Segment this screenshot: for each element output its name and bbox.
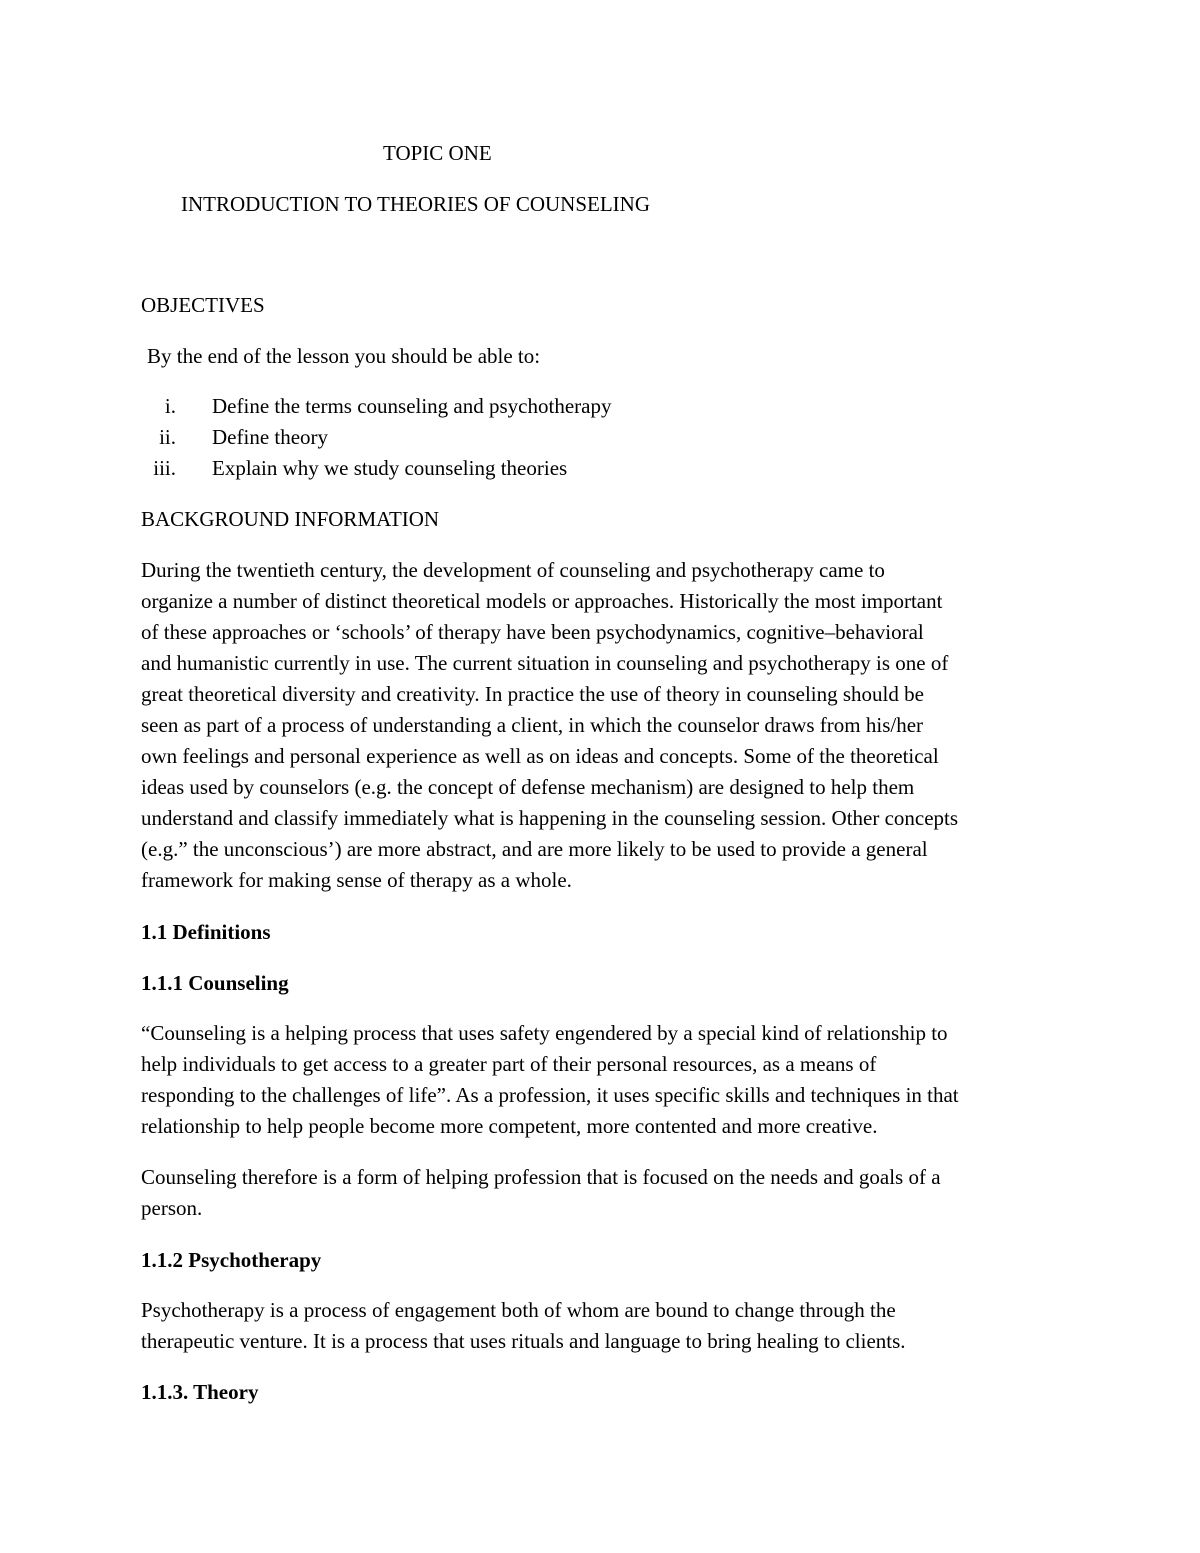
background-paragraph <box>141 555 1066 896</box>
background-heading: BACKGROUND INFORMATION <box>141 507 440 531</box>
psychotherapy-paragraph <box>141 1295 1066 1357</box>
section-heading-counseling: 1.1.1 Counseling <box>141 971 289 995</box>
paragraph-line: During the twentieth century, the development of counseling and psychotherapy came to <box>141 558 885 582</box>
list-number: ii. <box>159 425 176 449</box>
paragraph-line: person. <box>141 1196 203 1220</box>
paragraph-line: own feelings and personal experience as well as on ideas and concepts. Some of the theoretical <box>141 744 939 768</box>
paragraph-line: relationship to help people become more competent, more contented and more creative. <box>141 1114 878 1138</box>
section-heading-definitions: 1.1 Definitions <box>141 920 271 944</box>
list-text: Define theory <box>212 425 329 449</box>
paragraph-line: (e.g.” the unconscious’) are more abstract, and are more likely to be used to provide a general <box>141 837 928 861</box>
list-text: Explain why we study counseling theories <box>212 456 568 480</box>
list-number: i. <box>164 394 176 418</box>
paragraph-line: seen as part of a process of understanding a client, in which the counselor draws from his/her <box>141 713 924 737</box>
paragraph-line: Counseling therefore is a form of helping profession that is focused on the needs and goals of a <box>141 1165 941 1189</box>
paragraph-line: “Counseling is a helping process that uses safety engendered by a special kind of relationship to <box>141 1021 948 1045</box>
counseling-summary-paragraph <box>141 1162 1066 1224</box>
paragraph-line: of these approaches or ‘schools’ of therapy have been psychodynamics, cognitive–behavioral <box>141 620 924 644</box>
paragraph-line: organize a number of distinct theoretical models or approaches. Historically the most important <box>141 589 943 613</box>
topic-label: TOPIC ONE <box>383 141 492 165</box>
paragraph-line: responding to the challenges of life”. As a profession, it uses specific skills and techniques in that <box>141 1083 959 1107</box>
objectives-intro: By the end of the lesson you should be able to: <box>147 344 541 368</box>
paragraph-line: Psychotherapy is a process of engagement both of whom are bound to change through the <box>141 1298 896 1322</box>
list-text: Define the terms counseling and psychotherapy <box>212 394 612 418</box>
objectives-heading: OBJECTIVES <box>141 293 265 317</box>
paragraph-line: framework for making sense of therapy as a whole. <box>141 868 572 892</box>
paragraph-line: understand and classify immediately what is happening in the counseling session. Other concepts <box>141 806 959 830</box>
list-number: iii. <box>153 456 176 480</box>
counseling-definition-paragraph <box>141 1018 1066 1142</box>
paragraph-line: ideas used by counselors (e.g. the concept of defense mechanism) are designed to help them <box>141 775 915 799</box>
section-heading-theory: 1.1.3. Theory <box>141 1380 259 1404</box>
paragraph-line: and humanistic currently in use. The current situation in counseling and psychotherapy is one of <box>141 651 949 675</box>
section-heading-psychotherapy: 1.1.2 Psychotherapy <box>141 1248 322 1272</box>
paragraph-line: great theoretical diversity and creativity. In practice the use of theory in counseling should be <box>141 682 924 706</box>
paragraph-line: therapeutic venture. It is a process that uses rituals and language to bring healing to clients. <box>141 1329 906 1353</box>
paragraph-line: help individuals to get access to a greater part of their personal resources, as a means of <box>141 1052 877 1076</box>
document-title: INTRODUCTION TO THEORIES OF COUNSELING <box>181 192 651 216</box>
